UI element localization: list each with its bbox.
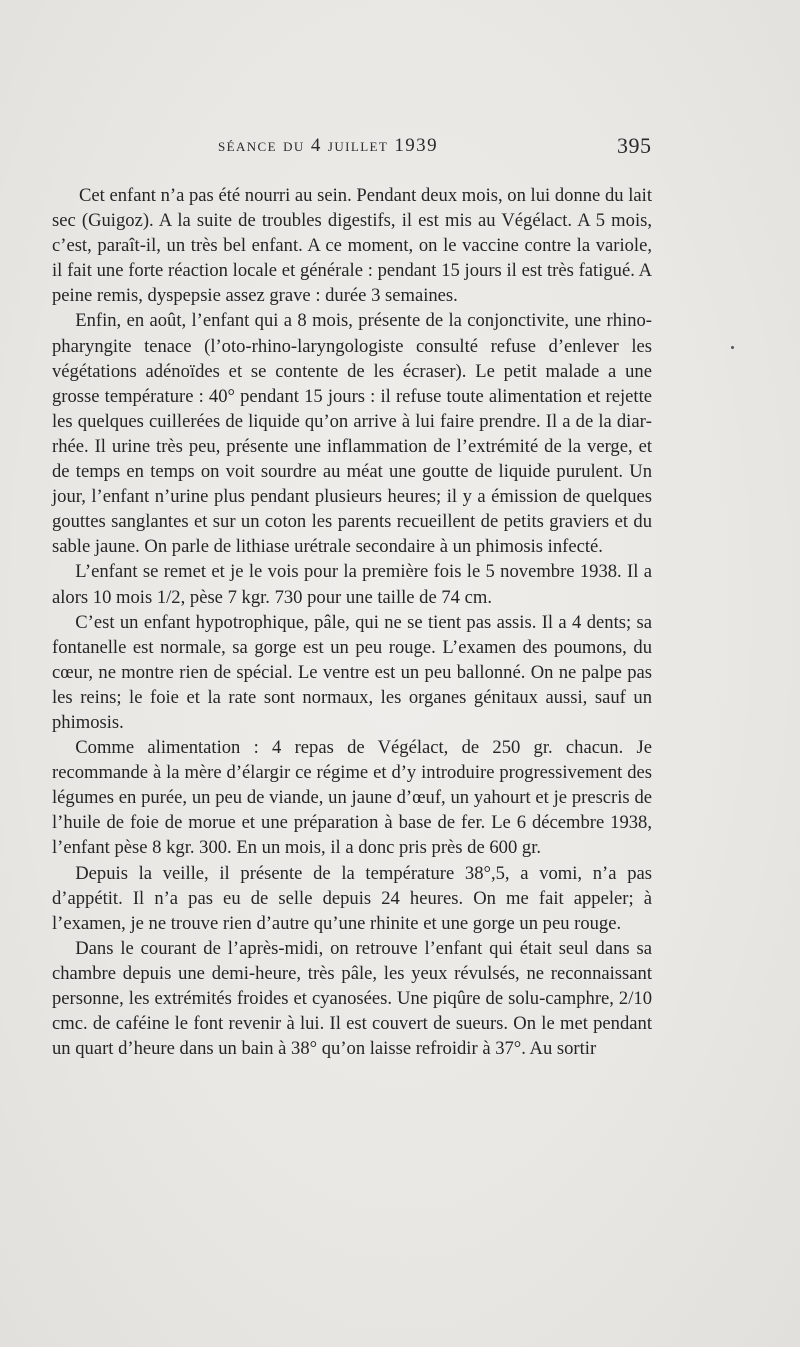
paragraph-3: L’enfant se remet et je le vois pour la première fois le 5 novembre 1938. Il a alors 10 mois 1/2, pèse 7 kgr. 730 pour une taille de 74 cm. [52,561,652,608]
running-head-title: séance du 4 juillet 1939 [218,135,438,156]
paragraph-1: Cet enfant n’a pas été nourri au sein. Pendant deux mois, on lui donne du lait sec (Guigoz). A la suite de troubles digestifs, il est mis au Végélact. A 5 mois, c’est, paraît-il, un très bel enfant. A ce moment, on le vaccine contre la variole, il fait une forte réaction locale et générale : pendant 15 jours il est très fatigué. A peine remis, dyspepsie assez grave : durée 3 semaines. [52,185,652,307]
paragraph-7: Dans le courant de l’après-midi, on retrouve l’enfant qui était seul dans sa chambre depuis une demi-heure, très pâle, les yeux révulsés, ne reconnaissant personne, les extrémités froides et cyanosées. Une piqûre de solu-camphre, 2/10 cmc. de caféine le font revenir à lui. Il est couvert de sueurs. On le met pendant un quart d’heure dans un bain à 38° qu’on laisse refroidir à 37°. Au sortir [52,937,652,1060]
page-number: 395 [617,133,652,158]
paragraph-6: Depuis la veille, il présente de la température 38°,5, a vomi, n’a pas d’appétit. Il n’a pas eu de selle depuis 24 heures. On me fait appeler; à l’examen, je ne trouve rien d’autre qu’une rhinite et une gorge un peu rouge. [52,862,652,934]
paragraph-2: Enfin, en août, l’enfant qui a 8 mois, présente de la conjonctivite, une rhino-pharyngite tenace (l’oto-rhino-laryngologiste consulté refuse d’enlever les végétations adénoïdes et se contente de les écraser). Le petit malade a une grosse température : 40° pendant 15 jours : il refuse toute alimentation et rejette les quelques cuillerées de liquide qu’on arrive à lui faire prendre. Il a de la diarrhée. Il urine très peu, présente une inflammation de l’extrémité de la verge, et de temps en temps on voit sourdre au méat une goutte de liquide purulent. Un jour, l’enfant n’urine plus pendant plusieurs heures; il y a émission de quelques gouttes sanglantes et sur un coton les parents recueillent de petits graviers et du sable jaune. On parle de lithiase urétrale secondaire à un phimosis infecté. [52,310,652,558]
paragraph-5: Comme alimentation : 4 repas de Végélact, de 250 gr. chacun. Je recommande à la mère d’élargir ce régime et d’y introduire progressivement des légumes en purée, un peu de viande, un jaune d’œuf, un yahourt et je prescris de l’huile de foie de morue et une préparation à base de fer. Le 6 décembre 1938, l’enfant pèse 8 kgr. 300. En un mois, il a donc pris près de 600 gr. [52,737,652,859]
running-head [0,131,800,165]
paper-speck [731,346,734,349]
body-text [52,183,652,1061]
paragraph-4: C’est un enfant hypotrophique, pâle, qui ne se tient pas assis. Il a 4 dents; sa fontanelle est normale, sa gorge est un peu rouge. L’examen des poumons, du cœur, ne montre rien de spécial. Le ventre est un peu ballonné. On ne palpe pas les reins; le foie et la rate sont normaux, les organes génitaux aussi, sauf un phimosis. [52,611,652,733]
